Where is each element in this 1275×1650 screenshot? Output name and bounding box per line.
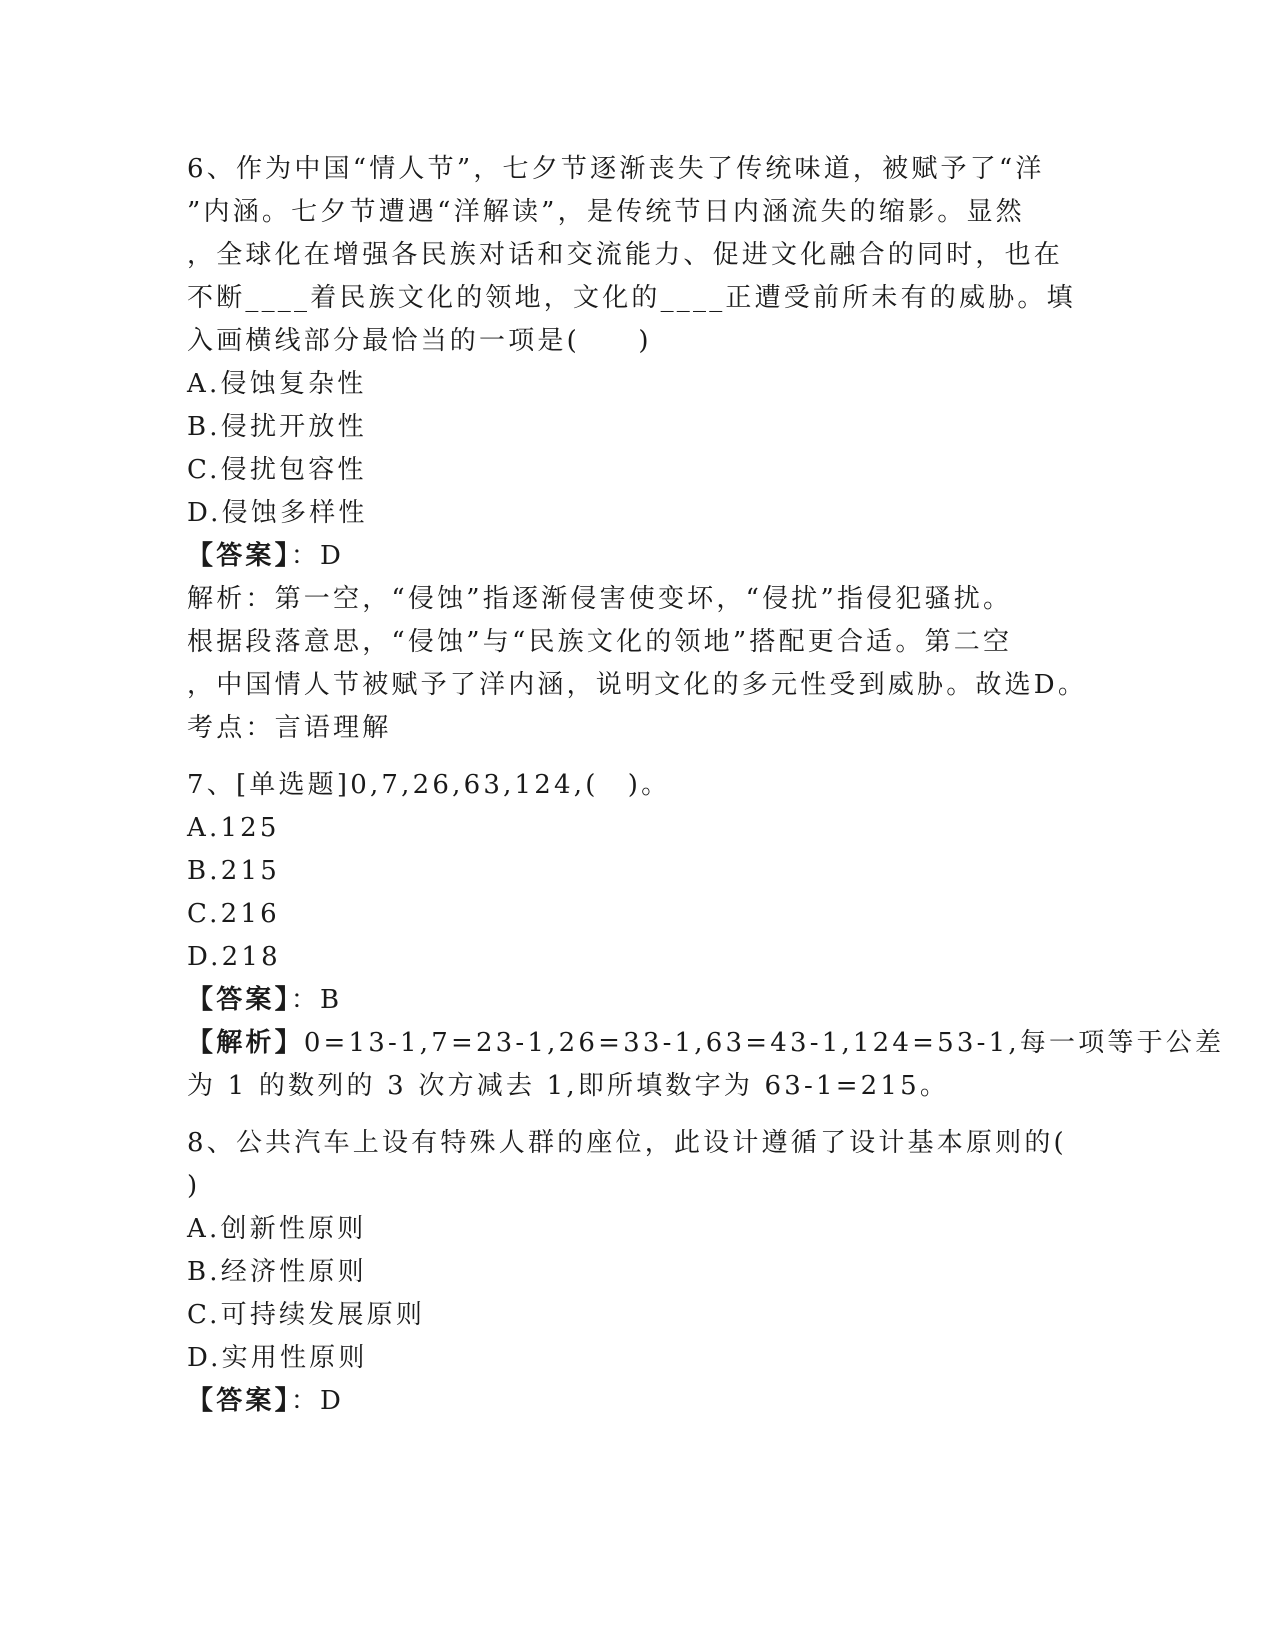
question-stem-line: 7、[单选题]0,7,26,63,124,( )。 bbox=[187, 770, 671, 800]
analysis-line: 根据段落意思，“侵蚀”与“民族文化的领地”搭配更合适。第二空 bbox=[187, 627, 1013, 657]
question-stem-line: 不断____着民族文化的领地，文化的____正遭受前所未有的威胁。填 bbox=[187, 283, 1076, 313]
answer-label: 【答案】 bbox=[187, 985, 291, 1015]
answer-value: ：D bbox=[290, 541, 345, 571]
answer-label: 【答案】 bbox=[187, 541, 291, 571]
option-b: B.215 bbox=[187, 856, 280, 886]
analysis-label: 【解析】 bbox=[187, 1028, 304, 1058]
question-stem-line: ) bbox=[187, 1171, 201, 1201]
option-d: D.218 bbox=[187, 942, 281, 972]
answer-line bbox=[187, 1380, 1077, 1423]
option-b: B.经济性原则 bbox=[187, 1257, 367, 1287]
option-b: B.侵扰开放性 bbox=[187, 412, 367, 442]
question-stem-line: 6、作为中国“情人节”，七夕节逐渐丧失了传统味道，被赋予了“洋 bbox=[187, 154, 1045, 184]
question-8 bbox=[187, 1122, 1077, 1423]
answer-label: 【答案】 bbox=[187, 1386, 291, 1416]
option-c: C.侵扰包容性 bbox=[187, 455, 367, 485]
answer-value: ：D bbox=[290, 1386, 345, 1416]
option-c: C.可持续发展原则 bbox=[187, 1300, 426, 1330]
option-d: D.侵蚀多样性 bbox=[187, 498, 368, 528]
question-stem-line: ”内涵。七夕节遭遇“洋解读”，是传统节日内涵流失的缩影。显然 bbox=[187, 197, 1025, 227]
question-stem-line: 入画横线部分最恰当的一项是( ) bbox=[187, 326, 652, 356]
option-a: A.创新性原则 bbox=[187, 1214, 367, 1244]
answer-value: ：B bbox=[290, 985, 343, 1015]
question-7 bbox=[187, 764, 1225, 1108]
answer-line bbox=[187, 535, 1077, 578]
question-6 bbox=[187, 148, 1088, 750]
analysis-line: ，中国情人节被赋予了洋内涵，说明文化的多元性受到威胁。故选D。 bbox=[187, 670, 1088, 700]
analysis-line: 为 1 的数列的 3 次方减去 1,即所填数字为 63-1=215。 bbox=[187, 1071, 950, 1101]
option-a: A.125 bbox=[187, 813, 280, 843]
option-c: C.216 bbox=[187, 899, 280, 929]
analysis-line: 考点：言语理解 bbox=[187, 713, 392, 743]
option-d: D.实用性原则 bbox=[187, 1343, 368, 1373]
question-stem-line: 8、公共汽车上设有特殊人群的座位，此设计遵循了设计基本原则的( bbox=[187, 1128, 1067, 1158]
question-stem-line: ，全球化在增强各民族对话和交流能力、促进文化融合的同时，也在 bbox=[187, 240, 1064, 270]
answer-line bbox=[187, 979, 1077, 1022]
document-page bbox=[187, 148, 1225, 1437]
option-a: A.侵蚀复杂性 bbox=[187, 369, 367, 399]
analysis-text: 0=13-1,7=23-1,26=33-1,63=43-1,124=53-1,每一项等于公差 bbox=[303, 1028, 1225, 1058]
analysis-line bbox=[187, 1022, 1225, 1065]
analysis-line: 解析：第一空，“侵蚀”指逐渐侵害使变坏，“侵扰”指侵犯骚扰。 bbox=[187, 584, 1013, 614]
